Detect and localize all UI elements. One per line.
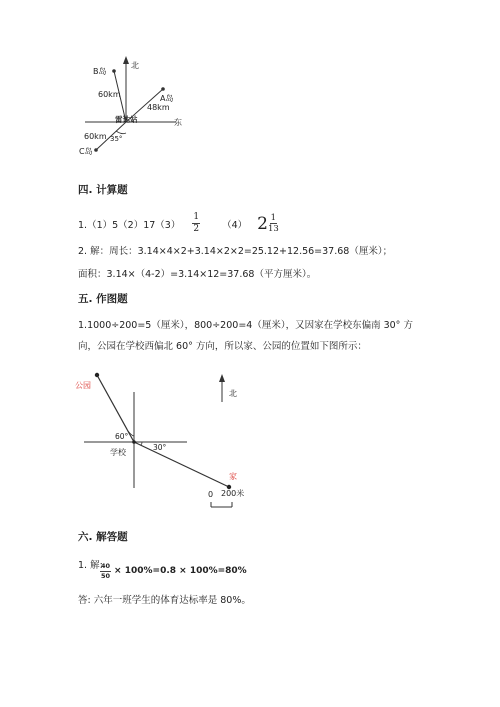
drawing-line1: 1.1000÷200=5（厘米），800÷200=4（厘米），又因家在学校东偏南 30° 方	[78, 320, 413, 331]
section-title-drawing: 五. 作图题	[78, 293, 128, 305]
island-a-label: A岛	[160, 94, 174, 103]
fraction-numerator: 1	[193, 212, 200, 222]
angle-60-label: 60°	[115, 432, 129, 441]
fraction-denominator-50: 50	[101, 571, 111, 580]
mixed-number-whole: 2	[257, 213, 268, 234]
fraction-numerator-40: 40	[101, 562, 111, 570]
calc-q1	[78, 213, 279, 234]
solution-answer: 答: 六年一班学生的体育达标率是 80%。	[78, 595, 251, 606]
mixed-denominator: 13	[267, 224, 279, 234]
school-label: 学校	[110, 448, 126, 457]
fraction-one-half	[192, 213, 200, 234]
north-label-2: 北	[229, 389, 237, 398]
island-c-label: C岛	[79, 147, 93, 156]
park-label: 公园	[75, 381, 91, 390]
solution-q1-prefix: 1. 解:	[78, 560, 103, 571]
solution-expression	[100, 563, 247, 579]
mixed-numerator: 1	[270, 212, 277, 223]
calc-q1-prefix: 1.（1）5（2）17（3）	[78, 219, 181, 231]
distance-a-label: 48km	[147, 103, 170, 112]
drawing-line2: 向，公园在学校西偏北 60° 方向，所以家、公园的位置如下图所示：	[78, 341, 367, 352]
radar-station-label: 雷达站	[115, 115, 138, 124]
fraction-denominator: 2	[193, 224, 200, 234]
section-title-solution: 六. 解答题	[78, 531, 128, 543]
angle-35-label: 35°	[110, 135, 123, 143]
fraction-40-50	[100, 563, 111, 579]
distance-c-label: 60km	[84, 132, 107, 141]
angle-30-label: 30°	[153, 443, 167, 452]
north-label: 北	[131, 61, 139, 70]
section-title-calculation: 四. 计算题	[78, 184, 128, 196]
mixed-number-fraction	[268, 214, 279, 234]
calc-q2-line2: 面积：3.14×（4-2）=3.14×12=37.68（平方厘米）。	[78, 269, 317, 280]
island-b-label: B岛	[93, 67, 107, 76]
distance-b-label: 60km	[98, 90, 121, 99]
calc-q2-line1: 2. 解：周长：3.14×4×2+3.14×2×2=25.12+12.56=37.68（厘米）；	[78, 246, 393, 257]
calc-q1-part4: （4）	[222, 219, 248, 231]
east-label: 东	[174, 118, 182, 127]
scale-200m-label: 200米	[221, 489, 245, 498]
scale-zero-label: 0	[208, 490, 214, 499]
home-label: 家	[229, 472, 237, 481]
solution-expression-text: × 100%=0.8 × 100%=80%	[114, 566, 247, 576]
